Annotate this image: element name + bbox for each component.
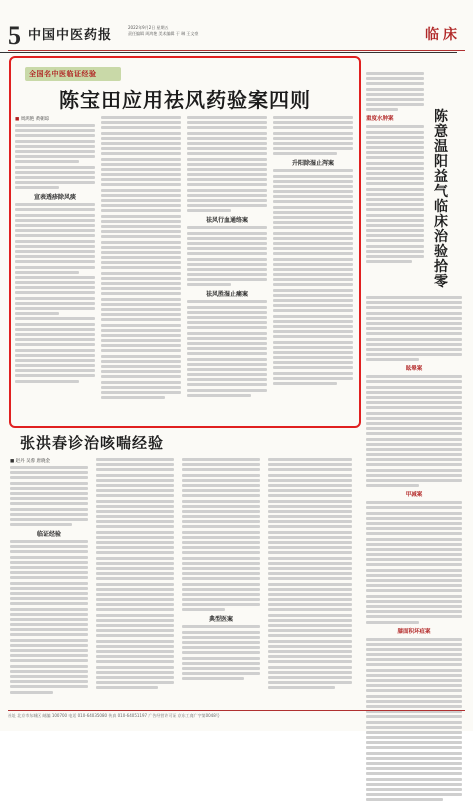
second-article-headline[interactable]: 张洪春诊治咳喘经验	[20, 434, 165, 452]
masthead	[8, 22, 465, 51]
article-body	[15, 116, 355, 420]
sidebar-title: 陈意温阳益气临床治验拾零	[434, 109, 448, 290]
column-badge-label: 全国名中医临证经验	[29, 70, 97, 78]
featured-article[interactable]	[9, 56, 361, 428]
article-byline: ■ 周鸿艳 黄朝琼	[15, 117, 50, 122]
section-subhead: 宣表透疹除风痰	[33, 194, 76, 202]
editor-line: 责任编辑 周鸿艳 美术编辑 于 琳 王文豪	[128, 31, 199, 36]
header-meta	[128, 25, 198, 37]
sidebar-article[interactable]	[366, 56, 464, 706]
section-subhead: 祛风行血通络案	[205, 217, 248, 225]
section-subhead: 眩晕案	[405, 366, 423, 373]
header-rule	[0, 52, 457, 53]
article-column	[187, 116, 267, 399]
article-column	[273, 116, 353, 387]
article-column	[366, 72, 424, 265]
section-subhead: 重度水肿案	[366, 116, 394, 123]
article-headline: 陈宝田应用祛风药验案四则	[59, 88, 311, 112]
page-number: 5	[8, 21, 21, 50]
section-title: 临床	[425, 27, 461, 43]
article-column	[366, 296, 462, 804]
section-subhead: 膝面积坏疽案	[397, 628, 431, 635]
paper-name: 中国中医药报	[28, 28, 113, 43]
second-article-byline: ■ 赵丹 吴蓉 唐晓金	[10, 459, 51, 464]
section-subhead: 临证经验	[36, 531, 61, 539]
section-subhead: 典型医案	[208, 616, 233, 624]
article-column	[15, 116, 95, 385]
section-subhead: 甲减案	[405, 492, 423, 499]
article-column	[10, 458, 88, 696]
article-column	[182, 458, 260, 683]
section-subhead: 祛风胜湿止痛案	[205, 291, 248, 299]
column-badge	[25, 64, 145, 84]
article-column	[268, 458, 352, 691]
page-footer: 社址 北京市东城区 邮编 100700 电话 010-64035080 传真 010-64051197 广告经营许可证 京东工商广字第0048号	[8, 710, 465, 719]
second-article-body	[10, 458, 356, 708]
article-column	[101, 116, 181, 401]
date-line: 2022年9月2日 星期五	[128, 25, 169, 30]
section-subhead: 升阳除湿止泻案	[291, 160, 334, 168]
article-column	[96, 458, 174, 691]
